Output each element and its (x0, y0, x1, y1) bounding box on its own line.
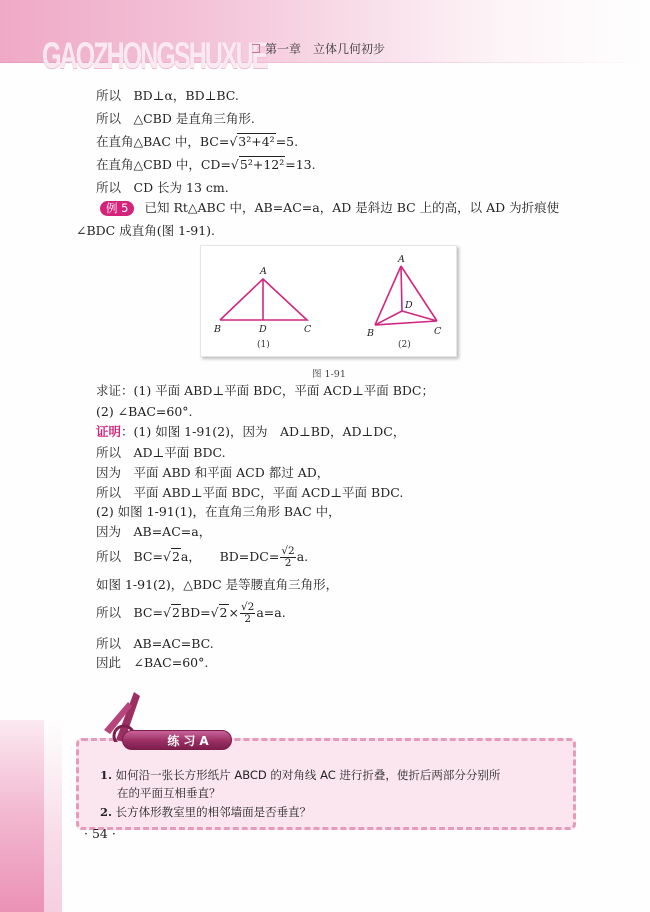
proof-line (96, 600, 286, 626)
text-segment: a=a. (256, 605, 286, 620)
sqrt-radicand: 2 (171, 605, 180, 620)
denominator: 2 (244, 613, 252, 625)
sqrt-radicand: 2 (171, 549, 180, 564)
sub-label-2: (2) (398, 340, 411, 350)
label-d2: D (405, 300, 413, 311)
text-line: 所以 CD 长为 13 cm. (96, 180, 229, 195)
prove-line: 求证：(1) 平面 ABD⊥平面 BDC，平面 ACD⊥平面 BDC； (96, 383, 434, 398)
proof-line: 因此 ∠BAC=60°. (96, 655, 209, 670)
proof-line: 因为 平面 ABD 和平面 ACD 都过 AD， (96, 465, 330, 480)
text-line (96, 134, 298, 150)
proof-line: 所以 AB=AC=BC. (96, 636, 214, 651)
label-c1: C (304, 324, 312, 335)
chapter-title-text: 第一章 立体几何初步 (265, 42, 386, 56)
label-c2: C (434, 326, 442, 337)
sqrt-sign: √ (230, 157, 239, 172)
chapter-bracket-icon (252, 44, 260, 53)
text-segment: =5. (275, 134, 299, 149)
proof-line (96, 424, 405, 440)
numerator: √2 (281, 545, 295, 557)
text-segment: =13. (285, 157, 316, 172)
item-text: 长方体形教室里的相邻墙面是否垂直？ (115, 805, 312, 819)
fraction (240, 602, 255, 625)
text-segment: 在直角△BAC 中，BC= (96, 134, 230, 149)
text-line: 所以 BD⊥α，BD⊥BC. (96, 88, 239, 103)
figure-1-91 (200, 245, 457, 357)
proof-line (96, 544, 308, 570)
figure-caption: 图 1-91 (312, 369, 346, 380)
example-line: ∠BDC 成直角(图 1-91). (76, 223, 216, 238)
item-number: 1. (100, 768, 113, 782)
item-text: 如何沿一张长方形纸片 ABCD 的对角线 AC 进行折叠，使折后两部分分别所 (115, 768, 501, 782)
proof-line: (2) 如图 1-91(1)，在直角三角形 BAC 中， (96, 504, 341, 519)
example-badge: 例 5 (100, 201, 134, 216)
sqrt-radicand: 3²+4² (238, 134, 275, 149)
example-line (100, 200, 559, 216)
text-line (96, 157, 316, 173)
text-segment: 在直角△CBD 中，CD= (96, 157, 231, 172)
label-b1: B (214, 324, 221, 335)
example-text: 已知 Rt△ABC 中，AB=AC=a，AD 是斜边 BC 上的高，以 AD 为折痕使 (144, 200, 560, 215)
proof-line: 因为 AB=AC=a， (96, 524, 212, 539)
proof-line: 如图 1-91(2)，△BDC 是等腰直角三角形， (96, 577, 339, 592)
fraction (280, 546, 295, 569)
sub-label-1: (1) (257, 340, 270, 350)
text-line: 所以 △CBD 是直角三角形. (96, 111, 255, 126)
sqrt-sign: √ (229, 134, 238, 149)
page-number: · 54 · (84, 826, 116, 841)
prove-line: (2) ∠BAC=60°. (96, 404, 193, 419)
text-segment: × (228, 605, 239, 620)
practice-title-pill (122, 730, 232, 750)
chapter-title (252, 40, 385, 57)
denominator: 2 (284, 557, 292, 569)
left-decor-stripe (0, 720, 44, 912)
label-b2: B (367, 328, 374, 339)
text-segment: BD= (180, 605, 211, 620)
practice-item-2 (100, 804, 311, 820)
label-a2: A (398, 254, 405, 265)
proof-label: 证明 (96, 424, 122, 439)
triangle-diagrams (201, 246, 456, 356)
numerator: √2 (240, 601, 255, 613)
practice-item-1 (100, 767, 500, 783)
practice-badge (104, 722, 232, 752)
practice-title: 练习A (167, 733, 213, 748)
text-segment: a. (296, 549, 309, 564)
practice-item-1-cont: 在的平面互相垂直？ (117, 786, 221, 800)
text-segment: ：(1) 如图 1-91(2)，因为 AD⊥BD，AD⊥DC， (121, 424, 406, 439)
sqrt-sign: √ (210, 605, 219, 620)
left-decor-stripe-light (44, 720, 62, 912)
text-segment: 所以 BC= (96, 549, 163, 564)
sqrt-sign: √ (162, 605, 171, 620)
item-number: 2. (100, 805, 113, 819)
header-wordmark: GAOZHONGSHUXUE (42, 35, 267, 76)
proof-line: 所以 平面 ABD⊥平面 BDC，平面 ACD⊥平面 BDC. (96, 485, 404, 500)
proof-line: 所以 AD⊥平面 BDC. (96, 445, 226, 460)
text-segment: a， BD=DC= (180, 549, 280, 564)
label-d1: D (259, 324, 267, 335)
sqrt-radicand: 5²+12² (239, 157, 285, 172)
text-segment: 所以 BC= (96, 605, 163, 620)
sqrt-radicand: 2 (219, 605, 228, 620)
label-a1: A (260, 266, 267, 277)
sqrt-sign: √ (162, 549, 171, 564)
